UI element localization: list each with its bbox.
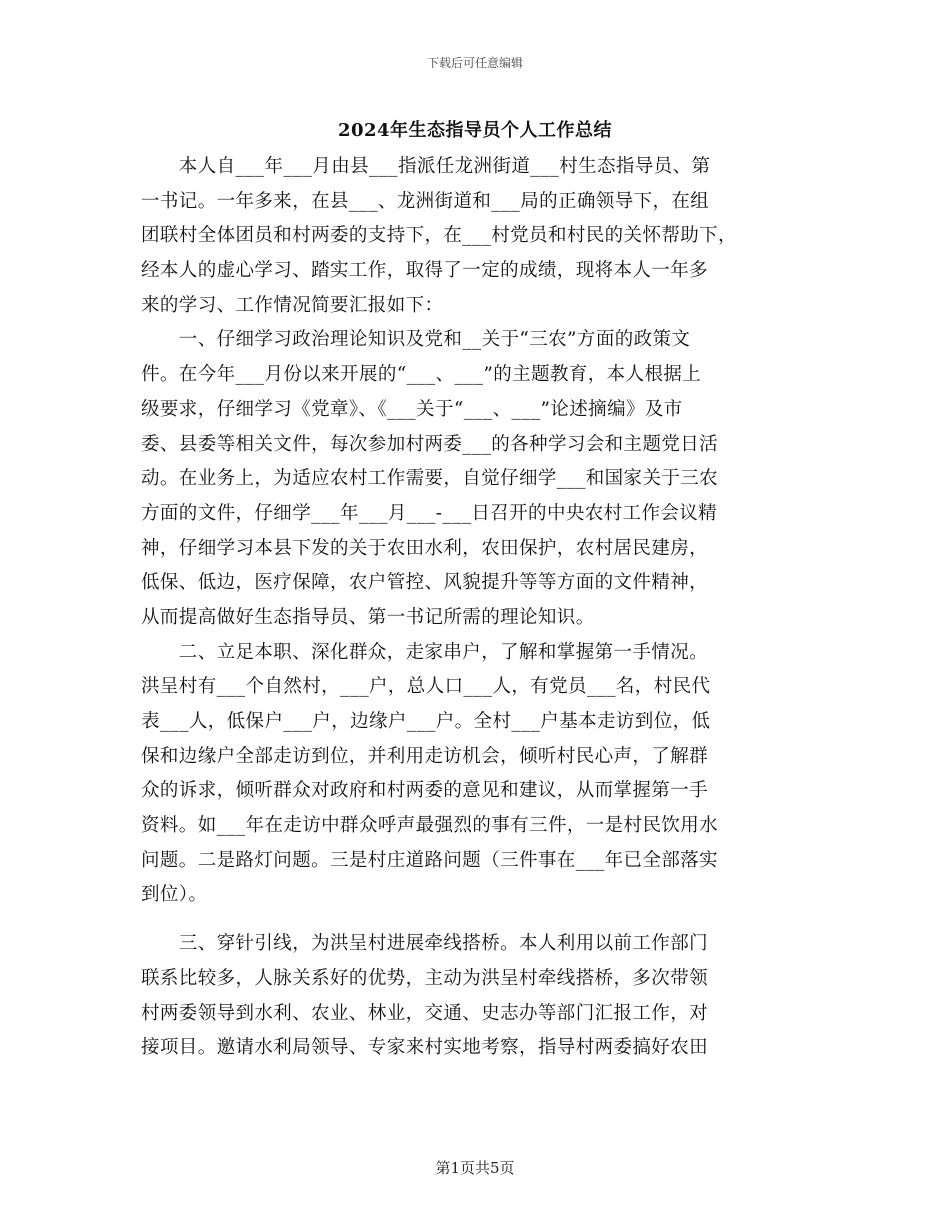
paragraph-line: 洪呈村有___个自然村，___户，总人口___人，有党员___名，村民代 — [141, 676, 711, 698]
paragraph-line: 神，仔细学习本县下发的关于农田水利，农田保护，农村居民建房， — [141, 537, 709, 559]
paragraph-line: 资料。如___年在走访中群众呼声最强烈的事有三件，一是村民饮用水 — [141, 815, 719, 837]
paragraph-line: 到位）。 — [141, 884, 208, 906]
header-note: 下载后可任意编辑 — [426, 56, 523, 70]
paragraph-line: 接项目。邀请水利局领导、专家来村实地考察，指导村两委搞好农田 — [141, 1037, 709, 1059]
paragraph — [141, 323, 813, 635]
paragraph-line: 方面的文件，仔细学___年___月___-___日召开的中央农村工作会议精 — [141, 502, 718, 524]
paragraph-line: 件。在今年___月份以来开展的“___、___”的主题教育，本人根据上 — [141, 364, 702, 386]
paragraph-line: 来的学习、工作情况简要汇报如下： — [141, 294, 444, 316]
paragraph-line: 动。在业务上，为适应农村工作需要，自觉仔细学___和国家关于三农 — [141, 468, 719, 490]
paragraph-line: 委、县委等相关文件，每次参加村两委___的各种学习会和主题党日活 — [141, 433, 719, 455]
paragraph-line: 低保、低边，医疗保障，农户管控、风貌提升等等方面的文件精神， — [141, 572, 709, 594]
paragraph-line: 村两委领导到水利、农业、林业，交通、史志办等部门汇报工作，对 — [141, 1002, 709, 1024]
paragraph-line: 保和边缘户全部走访到位，并利用走访机会，倾听村民心声，了解群 — [141, 745, 709, 767]
paragraph — [141, 636, 813, 914]
paragraph-gap — [141, 913, 813, 927]
paragraph — [141, 927, 813, 1066]
paragraph-line: 一、仔细学习政治理论知识及党和__关于“三农”方面的政策文 — [141, 329, 691, 351]
paragraph-line: 一书记。一年多来，在县___、龙洲街道和___局的正确领导下，在组 — [141, 190, 710, 212]
paragraph-line: 三、穿针引线，为洪呈村进展牵线搭桥。本人利用以前工作部门 — [141, 933, 709, 955]
document-body — [141, 150, 813, 1066]
paragraph-line: 表___人，低保户___户，边缘户___户。全村___户基本走访到位，低 — [141, 711, 711, 732]
paragraph-line: 团联村全体团员和村两委的支持下，在___村党员和村民的关怀帮助下， — [141, 225, 737, 247]
page-footer: 第1页共5页 — [435, 1159, 515, 1177]
paragraph-line: 问题。二是路灯问题。三是村庄道路问题（三件事在___年已全部落实 — [141, 849, 719, 871]
paragraph-line: 经本人的虚心学习、踏实工作，取得了一定的成绩，现将本人一年多 — [141, 260, 709, 282]
paragraph-line: 从而提高做好生态指导员、第一书记所需的理论知识。 — [141, 606, 595, 628]
paragraph-line: 二、立足本职、深化群众，走家串户，了解和掌握第一手情况。 — [141, 641, 709, 663]
document-title: 2024年生态指导员个人工作总结 — [337, 120, 613, 141]
paragraph-line: 级要求，仔细学习《党章》、《___关于“___、___”论述摘编》及市 — [141, 398, 683, 420]
paragraph-line: 联系比较多，人脉关系好的优势，主动为洪呈村牵线搭桥，多次带领 — [141, 967, 709, 989]
paragraph-line: 众的诉求，倾听群众对政府和村两委的意见和建议，从而掌握第一手 — [141, 780, 709, 802]
paragraph-line: 本人自___年___月由县___指派任龙洲街道___村生态指导员、第 — [141, 156, 711, 177]
paragraph — [141, 150, 813, 323]
